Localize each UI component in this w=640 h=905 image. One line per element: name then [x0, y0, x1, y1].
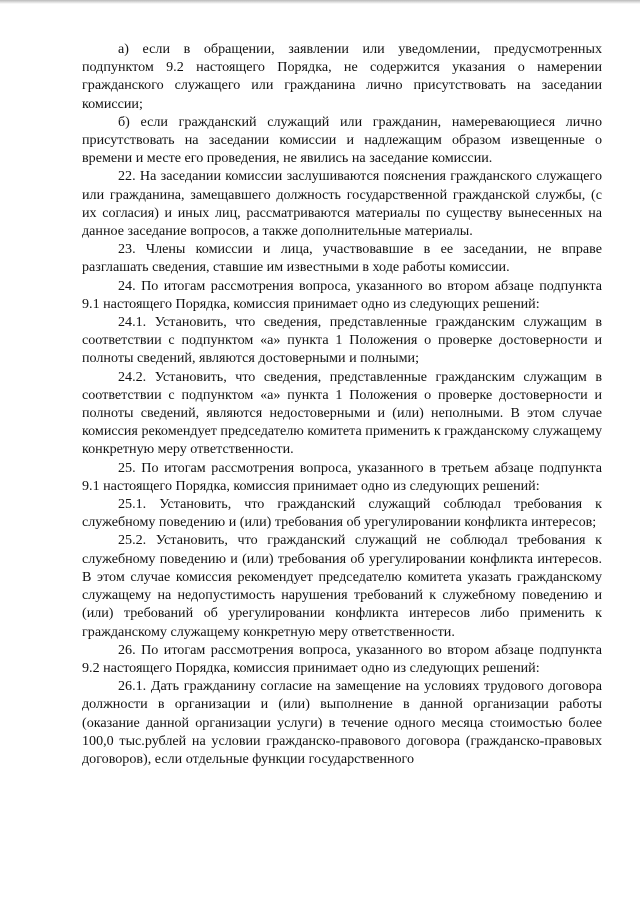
paragraph-21a: а) если в обращении, заявлении или уведомлении, предусмотренных подпунктом 9.2 настоящего Порядка, не содержится указания о намерении гражданского служащего или гражданина лично присутствовать на заседании комиссии; — [82, 41, 602, 112]
paragraph-25-2: 25.2. Установить, что гражданский служащий не соблюдал требования к служебному поведению и (или) требования об урегулировании конфликта интересов. В этом случае комиссия рекомендует председателю комитета указать гражданскому служащему на недопустимость нарушения требований к служебному поведению и (или) требований об урегулировании конфликта интересов либо применить к гражданскому служащему конкретную меру ответственности. — [82, 532, 602, 640]
document-page — [82, 40, 602, 768]
paragraph-25-1: 25.1. Установить, что гражданский служащий соблюдал требования к служебному поведению и (или) требования об урегулировании конфликта интересов; — [82, 496, 602, 531]
paragraph-26: 26. По итогам рассмотрения вопроса, указанного во втором абзаце подпункта 9.2 настоящего Порядка, комиссия принимает одно из следующих решений: — [82, 641, 602, 676]
paragraph-25: 25. По итогам рассмотрения вопроса, указанного в третьем абзаце подпункта 9.1 настоящего Порядка, комиссия принимает одно из следующих решений: — [82, 459, 602, 494]
paragraph-22: 22. На заседании комиссии заслушиваются пояснения гражданского служащего или гражданина, замещавшего должность государственной гражданской службы, (с их согласия) и иных лиц, рассматриваются материалы по существу вынесенных на данное заседание вопросов, а также дополнительные материалы. — [82, 168, 602, 240]
paragraph-24-1: 24.1. Установить, что сведения, представленные гражданским служащим в соответствии с подпунктом «а» пункта 1 Положения о проверке достоверности и полноты сведений, являются достоверными и полными; — [82, 314, 602, 367]
scan-edge — [0, 0, 640, 4]
paragraph-21b: б) если гражданский служащий или гражданин, намеревающиеся лично присутствовать на заседании комиссии и надлежащим образом извещенные о времени и месте его проведения, не явились на заседание комиссии. — [82, 113, 602, 167]
paragraph-24-2: 24.2. Установить, что сведения, представленные гражданским служащим в соответствии с подпунктом «а» пункта 1 Положения о проверке достоверности и полноты сведений, являются недостоверными и (или) неполными. В этом случае комиссия рекомендует председателю комитета применить к гражданскому служащему конкретную меру ответственности. — [82, 368, 602, 458]
paragraph-24: 24. По итогам рассмотрения вопроса, указанного во втором абзаце подпункта 9.1 настоящего Порядка, комиссия принимает одно из следующих решений: — [82, 277, 602, 312]
paragraph-23: 23. Члены комиссии и лица, участвовавшие в ее заседании, не вправе разглашать сведения, ставшие им известными в ходе работы комиссии. — [82, 241, 602, 276]
paragraph-26-1: 26.1. Дать гражданину согласие на замещение на условиях трудового договора должности в организации и (или) выполнение в данной организации работы (оказание данной организации услуги) в течение одного месяца стоимостью более 100,0 тыс.рублей на условии гражданско-правового договора (гражданско-правовых договоров), если отдельные функции государственного — [82, 678, 602, 767]
